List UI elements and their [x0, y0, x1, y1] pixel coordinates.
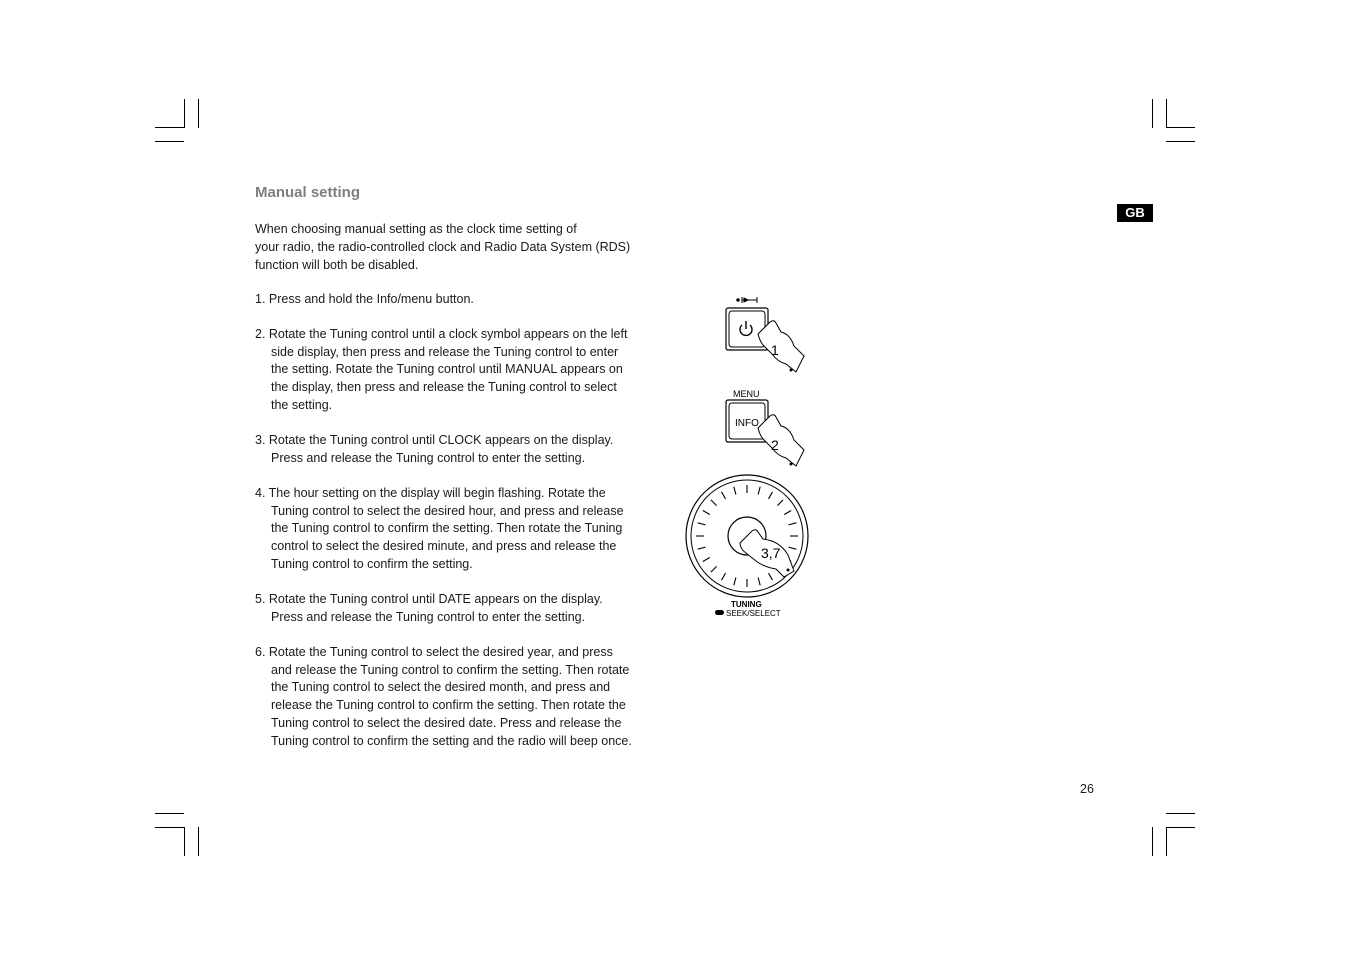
- info-label: INFO: [735, 418, 759, 429]
- callout-number: 3,7: [761, 545, 781, 561]
- step-line: Tuning control to select the desired date. Press and release the: [271, 715, 622, 730]
- crop-mark: [155, 127, 184, 128]
- crop-mark: [1166, 99, 1167, 128]
- crop-mark: [155, 813, 184, 814]
- seek-select-icon: [715, 610, 724, 615]
- alarm-symbol-icon: [737, 297, 757, 303]
- info-button-illustration: [718, 386, 813, 471]
- step-line: 5. Rotate the Tuning control until DATE appears on the display.: [255, 592, 603, 606]
- step-line: Press and release the Tuning control to enter the setting.: [271, 450, 586, 465]
- power-button-illustration: [718, 292, 813, 377]
- intro-line: function will both be disabled.: [255, 258, 419, 272]
- step-line: Tuning control to confirm the setting and the radio will beep once.: [271, 733, 632, 748]
- step-line: the Tuning control to confirm the setting. Then rotate the Tuning: [271, 521, 623, 536]
- crop-mark: [1166, 813, 1195, 814]
- step-line: Press and release the Tuning control to enter the setting.: [271, 609, 586, 624]
- crop-mark: [1166, 827, 1167, 856]
- menu-label: MENU: [733, 389, 760, 399]
- pointing-hand-icon: [758, 415, 804, 466]
- step-line: and release the Tuning control to confirm the setting. Then rotate: [271, 662, 630, 677]
- step-6: [255, 644, 675, 750]
- step-line: the Tuning control to select the desired month, and press and: [271, 680, 611, 695]
- pointing-hand-icon: [758, 321, 804, 372]
- crop-mark: [1152, 99, 1153, 128]
- tuning-dial-illustration: [684, 473, 810, 621]
- step-3: [255, 432, 675, 467]
- crop-mark: [1166, 127, 1195, 128]
- step-line: Tuning control to confirm the setting.: [271, 556, 473, 571]
- step-4: [255, 485, 675, 574]
- step-2: [255, 326, 675, 415]
- crop-mark: [155, 827, 184, 828]
- crop-mark: [198, 99, 199, 128]
- step-line: the setting.: [271, 397, 333, 412]
- crop-mark: [184, 827, 185, 856]
- step-line: 1. Press and hold the Info/menu button.: [255, 292, 474, 306]
- page-number: 26: [1080, 782, 1094, 796]
- callout-number: 2: [771, 437, 779, 453]
- step-5: [255, 591, 675, 626]
- step-line: 2. Rotate the Tuning control until a clock symbol appears on the left: [255, 327, 628, 341]
- crop-mark: [1166, 827, 1195, 828]
- intro-line: When choosing manual setting as the clock time setting of: [255, 222, 577, 236]
- tuning-label: TUNING: [731, 600, 762, 609]
- language-badge: GB: [1117, 204, 1153, 222]
- step-line: Tuning control to select the desired hour, and press and release: [271, 503, 624, 518]
- crop-mark: [198, 827, 199, 856]
- callout-number: 1: [771, 342, 779, 358]
- step-line: 6. Rotate the Tuning control to select the desired year, and press: [255, 645, 613, 659]
- step-line: side display, then press and release the Tuning control to enter: [271, 344, 619, 359]
- step-line: the display, then press and release the Tuning control to select: [271, 380, 617, 395]
- step-line: the setting. Rotate the Tuning control until MANUAL appears on: [271, 362, 623, 377]
- seek-select-label: SEEK/SELECT: [726, 609, 781, 618]
- intro-line: your radio, the radio-controlled clock and Radio Data System (RDS): [255, 240, 631, 254]
- crop-mark: [184, 99, 185, 128]
- crop-mark: [1152, 827, 1153, 856]
- step-line: control to select the desired minute, and press and release the: [271, 539, 617, 554]
- step-line: 4. The hour setting on the display will begin flashing. Rotate the: [255, 486, 606, 500]
- step-1: [255, 291, 675, 309]
- crop-mark: [1166, 141, 1195, 142]
- section-heading: Manual setting: [255, 184, 361, 201]
- step-line: 3. Rotate the Tuning control until CLOCK appears on the display.: [255, 433, 614, 447]
- intro-paragraph: [255, 220, 675, 274]
- step-line: release the Tuning control to confirm the setting. Then rotate the: [271, 698, 626, 713]
- crop-mark: [155, 141, 184, 142]
